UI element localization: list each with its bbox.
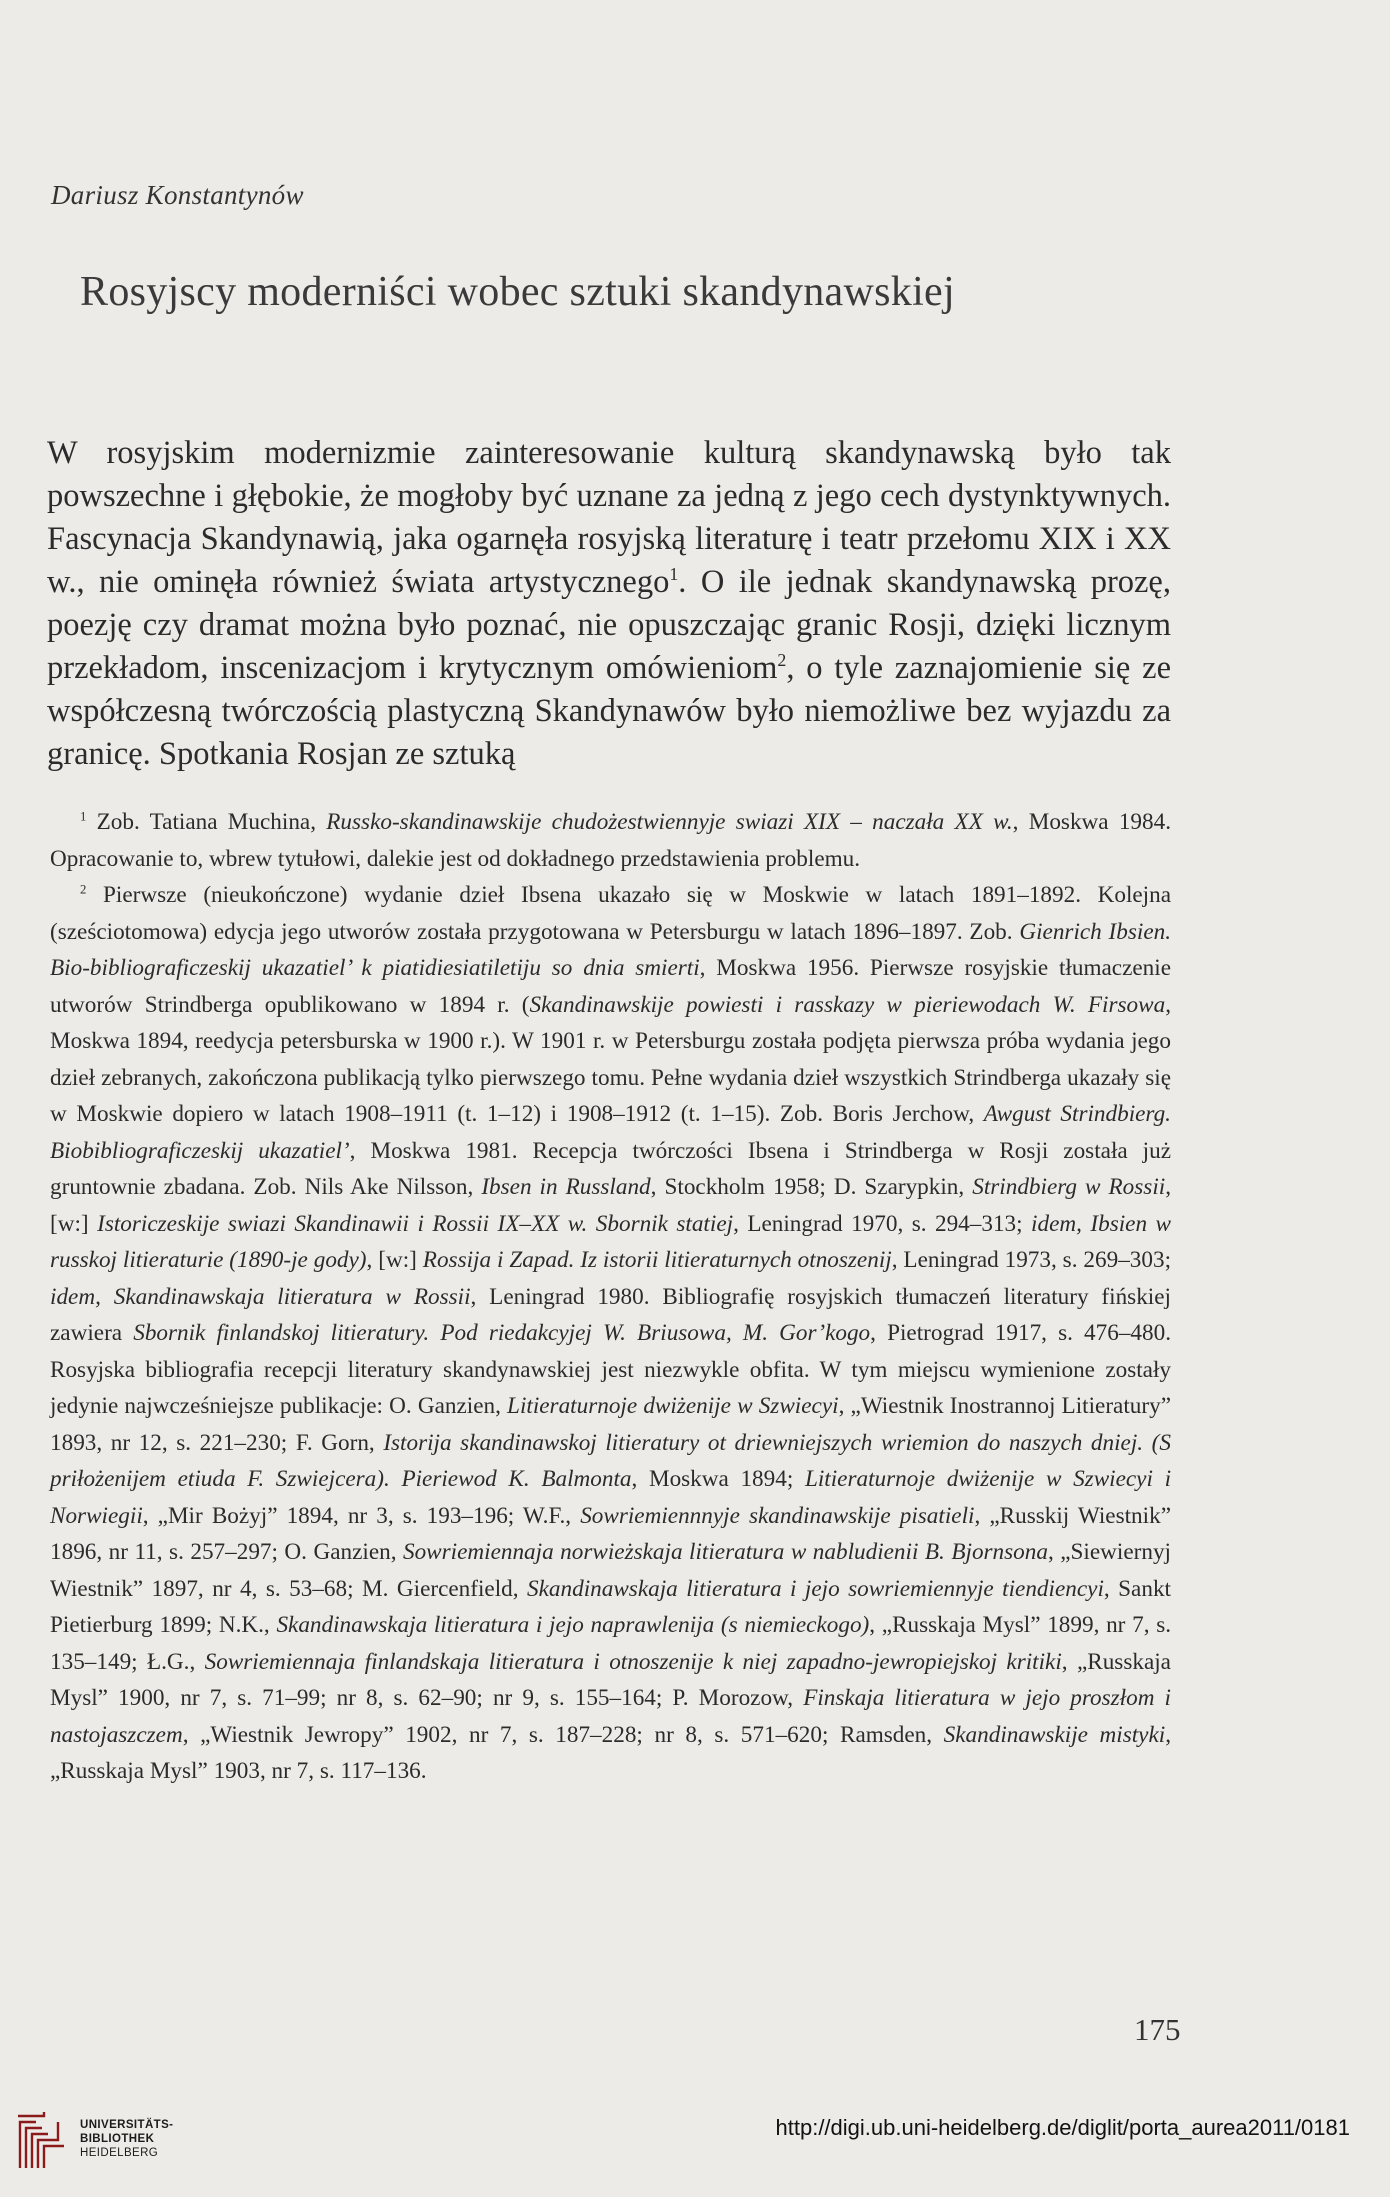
footnote-text: , Pietrograd 1917, s. 476–480. Rosyjska bibliografia recepcji literatury skandynawskiej jest niezwykle obfita. W tym miejscu wymienione zostały jedynie najwcześniejsze publikacje: O. Ganzien, xyxy=(50,1320,1172,1419)
footnote-title: idem, Skandinawskaja litieratura w Rossii xyxy=(50,1283,471,1310)
footnote-number: 1 xyxy=(80,809,87,824)
footnote-title: idem, Ibsien w russkoj litieraturie (1890-je gody) xyxy=(50,1210,1171,1273)
footnote-text: , Sankt Pietierburg 1899; N.K., xyxy=(50,1575,1171,1638)
footnote-title: Sbornik finlandskoj litieratury. Pod riedakcyjej W. Briusowa, M. Gor’kogo xyxy=(133,1320,871,1346)
footnote-text: , Leningrad 1973, s. 269–303; xyxy=(891,1247,1172,1273)
footnote-title: Skandinawskije powiesti i rasskazy w pieriewodach W. Firsowa xyxy=(529,991,1166,1018)
footnote-title: Sowriemiennnyje skandinawskije pisatieli xyxy=(580,1502,975,1529)
author-name: Dariusz Konstantynów xyxy=(51,180,304,210)
footnote-text: , „Siewiernyj Wiestnik” 1897, nr 4, s. 53–68; M. Giercenfield, xyxy=(50,1539,1171,1602)
footnote-text: , „Russkaja Mysl” 1903, nr 7, s. 117–136. xyxy=(50,1721,1171,1784)
footnote-text: , Leningrad 1970, s. 294–313; xyxy=(733,1210,1032,1237)
main-paragraph xyxy=(47,432,1171,776)
logo-line-1: UNIVERSITÄTS- xyxy=(80,2119,174,2131)
library-logo-text xyxy=(80,2118,173,2160)
footnote-text: , „Wiestnik Jewropy” 1902, nr 7, s. 187–228; nr 8, s. 571–620; Ramsden, xyxy=(182,1721,944,1748)
footnote-title: Litieraturnoje dwiżenije w Szwiecyi i Norwiegii xyxy=(50,1466,1172,1529)
footnote-number: 2 xyxy=(80,882,87,897)
footnote-text: , Leningrad 1980. Bibliografię rosyjskich tłumaczeń literatury fińskiej zawiera xyxy=(50,1283,1171,1346)
paragraph-part-1: W rosyjskim modernizmie zainteresowanie kulturą skandynawską było tak powszechne i głębokie, że mogłoby być uznane za jedną z jego cech dystynktywnych. Fascynacja Skandynawią, jaka ogarnęła rosyjską literaturę i teatr przełomu XIX i XX w., nie ominęła również świata artystycznego xyxy=(47,435,1171,600)
footnote-text: Pierwsze (nieukończone) wydanie dzieł Ibsena ukazało się w Moskwie w latach 1891–1892. Kolejna (sześciotomowa) edycja jego utworów została przygotowana w Petersburgu w latach 1896–1897. Zob. xyxy=(50,882,1172,945)
source-url-link[interactable]: http://digi.ub.uni-heidelberg.de/diglit/porta_aurea2011/0181 xyxy=(775,2115,1350,2140)
footnote-text: , „Wiestnik Inostrannoj Litieratury” 1893, nr 12, s. 221–230; F. Gorn, xyxy=(50,1393,1171,1456)
footnote-1 xyxy=(50,804,1171,877)
footnote-text: , Moskwa 1956. Pierwsze rosyjskie tłumaczenie utworów Strindberga opublikowano w 1894 r. ( xyxy=(50,955,1171,1018)
footnote-text: , Stockholm 1958; D. Szarypkin, xyxy=(650,1174,973,1200)
footnote-text: , Moskwa 1894, reedycja petersburska w 1900 r.). W 1901 r. w Petersburgu została podjęta pierwsza próba wydania jego dzieł zebranych, zakończona publikacją tylko pierwszego tomu. Pełne wydania dzieł wszystkich Strindberga ukazały się w Moskwie dopiero w latach 1908–1911 (t. 1–12) i 1908–1912 (t. 1–15). Zob. Boris Jerchow, xyxy=(50,991,1171,1127)
footnote-title: Strindbierg w Rossii xyxy=(972,1174,1166,1200)
article-title: Rosyjscy moderniści wobec sztuki skandynawskiej xyxy=(80,269,955,315)
footnote-title: Skandinawskije mistyki xyxy=(943,1721,1166,1748)
library-logo[interactable] xyxy=(14,2110,184,2170)
footnote-text: , Moskwa 1981. Recepcja twórczości Ibsena i Strindberga w Rosji została już gruntownie zbadana. Zob. Nils Ake Nilsson, xyxy=(50,1137,1171,1200)
footnote-title: Russko-skandinawskije chudożestwiennyje swiazi XIX – naczała XX w. xyxy=(326,809,1013,835)
footnote-title: Finskaja litieratura w jejo proszłom i nastojaszczem xyxy=(50,1685,1171,1748)
footnote-title: Istoriczeskije swiazi Skandinawii i Rossii IX–XX w. Sbornik statiej xyxy=(97,1210,734,1237)
footnote-text: , „Russkij Wiestnik” 1896, nr 11, s. 257–297; O. Ganzien, xyxy=(50,1502,1171,1565)
footnote-title: Rossija i Zapad. Iz istorii litieraturnych otnoszenij xyxy=(422,1247,892,1273)
footnote-text: , [w:] xyxy=(366,1247,423,1273)
paragraph-part-2: . O ile jednak skandynawską prozę, poezję czy dramat można było poznać, nie opuszczając granic Rosji, dzięki licznym przekładom, inscenizacjom i krytycznym omówieniom xyxy=(47,564,1171,686)
footnote-title: Gienrich Ibsien. Bio-bibliograficzeskij ukazatiel’ k piatidiesiatiletiju so dnia smierti xyxy=(50,918,1171,981)
footnote-title: Sowriemiennaja norwieżskaja litieratura w nabludienii B. Bjornsona xyxy=(402,1539,1048,1565)
footnote-title: Litieraturnoje dwiżenije w Szwiecyi xyxy=(507,1393,839,1419)
footnote-title: Skandinawskaja litieratura i jejo naprawlenija (s niemieckogo) xyxy=(276,1612,870,1638)
footnote-text: , Moskwa 1984. Opracowanie to, wbrew tytułowi, dalekie jest od dokładnego przedstawienia problemu. xyxy=(50,809,1172,872)
footnote-ref-2[interactable]: 2 xyxy=(777,650,787,671)
footnote-title: Sowriemiennaja finlandskaja litieratura i otnoszenije k niej zapadno-jewropiejskoj kritiki xyxy=(204,1648,1062,1675)
logo-line-2: BIBLIOTHEK xyxy=(80,2133,155,2145)
logo-line-3: HEIDELBERG xyxy=(80,2147,159,2159)
footnote-text: , „Mir Bożyj” 1894, nr 3, s. 193–196; W.F., xyxy=(142,1502,581,1529)
footnotes xyxy=(50,804,1171,1790)
footnote-text: , „Russkaja Mysl” 1899, nr 7, s. 135–149; Ł.G., xyxy=(50,1612,1172,1675)
footnote-title: Ibsen in Russland xyxy=(481,1174,651,1200)
footnote-title: Awgust Strindbierg. Biobibliograficzeskij ukazatiel’ xyxy=(50,1101,1171,1164)
footnote-text: , [w:] xyxy=(50,1174,1172,1237)
footnote-text: , „Russkaja Mysl” 1900, nr 7, s. 71–99; nr 8, s. 62–90; nr 9, s. 155–164; P. Morozow, xyxy=(50,1648,1171,1711)
footnote-text: Zob. Tatiana Muchina, xyxy=(96,809,327,835)
page-number: 175 xyxy=(1134,2012,1181,2047)
library-logo-icon xyxy=(14,2110,66,2172)
footnote-text: , Moskwa 1894; xyxy=(631,1466,805,1492)
footnote-title: Skandinawskaja litieratura i jejo sowriemiennyje tiendiencyi xyxy=(527,1575,1104,1602)
footnote-ref-1[interactable]: 1 xyxy=(669,564,679,585)
paragraph-part-3: , o tyle zaznajomienie się ze współczesną twórczością plastyczną Skandynawów było niemożliwe bez wyjazdu za granicę. Spotkania Rosjan ze sztuką xyxy=(47,650,1172,772)
footnote-2 xyxy=(50,877,1171,1790)
footnote-title: Istorija skandinawskoj litieratury ot driewniejszych wriemion do naszych dniej. (S priłożenijem etiuda F. Szwiejcera). Pieriewod K. Balmonta xyxy=(50,1429,1171,1492)
